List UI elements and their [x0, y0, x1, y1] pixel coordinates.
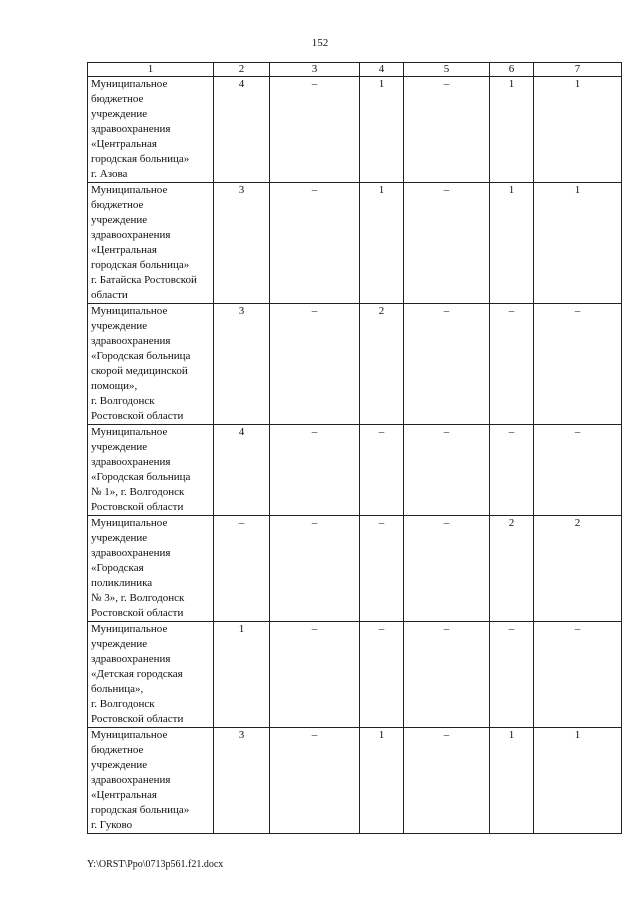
institution-name-line: № 1», г. Волгодонск: [91, 486, 185, 498]
table-row: [88, 425, 622, 516]
value-cell-col-3: –: [270, 622, 360, 728]
value-cell-col-7: 1: [534, 183, 622, 304]
institution-name-line: городская больница»: [91, 804, 190, 816]
value-cell-col-6: –: [490, 304, 534, 425]
value-cell-col-4: 1: [360, 183, 404, 304]
value-cell-col-4: –: [360, 516, 404, 622]
value-cell-col-7: 2: [534, 516, 622, 622]
value-cell-col-5: –: [404, 183, 490, 304]
institution-name-line: Муниципальное: [91, 623, 168, 635]
institution-name-line: здравоохранения: [91, 456, 171, 468]
institution-name-line: «Городская больница: [91, 350, 191, 362]
institution-name-line: Муниципальное: [91, 729, 168, 741]
institution-name-line: учреждение: [91, 759, 148, 771]
institution-name-cell: [88, 516, 214, 622]
value-cell-col-4: 1: [360, 728, 404, 834]
value-cell-col-7: –: [534, 304, 622, 425]
institution-name-line: учреждение: [91, 532, 148, 544]
value-cell-col-6: 1: [490, 77, 534, 183]
value-cell-col-7: 1: [534, 77, 622, 183]
institution-name-line: здравоохранения: [91, 547, 171, 559]
header-row: [88, 63, 622, 77]
value-cell-col-6: –: [490, 425, 534, 516]
value-cell-col-6: 2: [490, 516, 534, 622]
institution-name-line: г. Батайска Ростовской: [91, 274, 197, 286]
value-cell-col-2: 3: [214, 304, 270, 425]
table-row: [88, 516, 622, 622]
institution-name-line: г. Волгодонск: [91, 698, 155, 710]
value-cell-col-6: –: [490, 622, 534, 728]
value-cell-col-2: 3: [214, 728, 270, 834]
institution-name-line: Муниципальное: [91, 426, 168, 438]
institution-name-line: здравоохранения: [91, 123, 171, 135]
header-cell-5: 5: [404, 63, 490, 77]
institution-name-line: «Центральная: [91, 244, 157, 256]
institution-name-line: «Центральная: [91, 138, 157, 150]
institution-name-line: учреждение: [91, 320, 148, 332]
value-cell-col-7: 1: [534, 728, 622, 834]
institution-name-line: здравоохранения: [91, 335, 171, 347]
value-cell-col-5: –: [404, 728, 490, 834]
value-cell-col-2: 3: [214, 183, 270, 304]
table-row: [88, 728, 622, 834]
institution-name-line: Ростовской области: [91, 713, 184, 725]
institution-name-line: учреждение: [91, 638, 148, 650]
institution-name-cell: [88, 77, 214, 183]
value-cell-col-4: –: [360, 425, 404, 516]
institution-name-line: № 3», г. Волгодонск: [91, 592, 185, 604]
value-cell-col-7: –: [534, 425, 622, 516]
table-row: [88, 77, 622, 183]
institution-name-cell: [88, 728, 214, 834]
institution-name-line: городская больница»: [91, 153, 190, 165]
institution-name-line: здравоохранения: [91, 229, 171, 241]
header-cell-4: 4: [360, 63, 404, 77]
institution-name-line: городская больница»: [91, 259, 190, 271]
value-cell-col-3: –: [270, 728, 360, 834]
value-cell-col-3: –: [270, 304, 360, 425]
institution-name-line: «Городская: [91, 562, 144, 574]
institution-name-line: Ростовской области: [91, 607, 184, 619]
value-cell-col-5: –: [404, 77, 490, 183]
value-cell-col-5: –: [404, 304, 490, 425]
value-cell-col-3: –: [270, 425, 360, 516]
institution-name-line: «Детская городская: [91, 668, 183, 680]
institution-name-cell: [88, 183, 214, 304]
footer-file-path: Y:\ORST\Ppo\0713p561.f21.docx: [87, 859, 224, 870]
value-cell-col-7: –: [534, 622, 622, 728]
institution-name-cell: [88, 425, 214, 516]
institution-name-line: больница»,: [91, 683, 144, 695]
institution-name-line: помощи»,: [91, 380, 138, 392]
header-cell-6: 6: [490, 63, 534, 77]
institution-name-line: Муниципальное: [91, 184, 168, 196]
institution-name-line: бюджетное: [91, 93, 144, 105]
institution-name-line: поликлиника: [91, 577, 153, 589]
institution-name-line: Муниципальное: [91, 517, 168, 529]
value-cell-col-2: 4: [214, 425, 270, 516]
value-cell-col-4: –: [360, 622, 404, 728]
value-cell-col-5: –: [404, 622, 490, 728]
institution-name-line: учреждение: [91, 214, 148, 226]
value-cell-col-3: –: [270, 183, 360, 304]
value-cell-col-3: –: [270, 77, 360, 183]
value-cell-col-2: –: [214, 516, 270, 622]
value-cell-col-6: 1: [490, 183, 534, 304]
institution-name-line: бюджетное: [91, 199, 144, 211]
value-cell-col-2: 1: [214, 622, 270, 728]
value-cell-col-5: –: [404, 516, 490, 622]
value-cell-col-4: 2: [360, 304, 404, 425]
institution-name-line: скорой медицинской: [91, 365, 188, 377]
table-body: [88, 77, 622, 834]
institution-name-line: г. Азова: [91, 168, 128, 180]
institution-name-line: области: [91, 289, 128, 301]
institution-name-line: учреждение: [91, 108, 148, 120]
table-row: [88, 622, 622, 728]
institution-name-line: здравоохранения: [91, 653, 171, 665]
institution-name-line: Ростовской области: [91, 501, 184, 513]
institution-name-cell: [88, 622, 214, 728]
value-cell-col-4: 1: [360, 77, 404, 183]
header-cell-3: 3: [270, 63, 360, 77]
institution-name-line: Муниципальное: [91, 78, 168, 90]
institution-name-line: «Городская больница: [91, 471, 191, 483]
institution-name-line: здравоохранения: [91, 774, 171, 786]
header-cell-1: 1: [88, 63, 214, 77]
value-cell-col-6: 1: [490, 728, 534, 834]
header-cell-2: 2: [214, 63, 270, 77]
institution-name-line: учреждение: [91, 441, 148, 453]
value-cell-col-2: 4: [214, 77, 270, 183]
institution-name-cell: [88, 304, 214, 425]
institution-name-line: г. Гуково: [91, 819, 133, 831]
value-cell-col-3: –: [270, 516, 360, 622]
institution-name-line: бюджетное: [91, 744, 144, 756]
data-table: [87, 62, 622, 834]
page-number: 152: [311, 37, 329, 49]
value-cell-col-5: –: [404, 425, 490, 516]
institution-name-line: Муниципальное: [91, 305, 168, 317]
table-row: [88, 183, 622, 304]
institution-name-line: г. Волгодонск: [91, 395, 155, 407]
institution-name-line: «Центральная: [91, 789, 157, 801]
header-cell-7: 7: [534, 63, 622, 77]
table-row: [88, 304, 622, 425]
institution-name-line: Ростовской области: [91, 410, 184, 422]
